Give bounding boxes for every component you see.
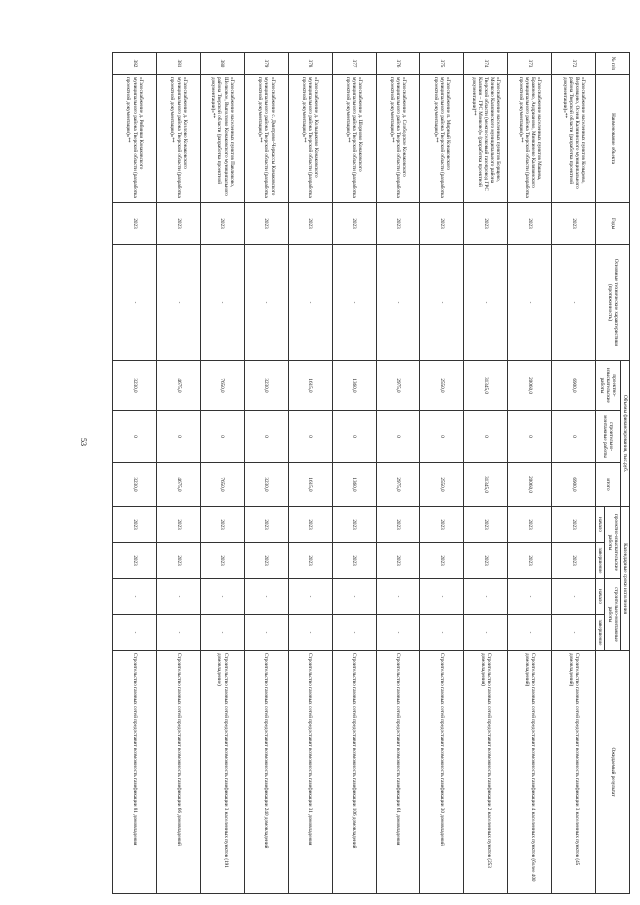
object-name: «Газоснабжение д. Кольцыково Конаковского муниципального района Тверской области (разработка проектной документации)»** bbox=[288, 75, 332, 203]
expected-result: Строительство газовых сетей предоставит возможность газификации 240 домовладений bbox=[244, 651, 288, 894]
expected-result: Строительство газовых сетей предоставит возможность газификации 106 домовладений bbox=[332, 651, 376, 894]
row-specs: - bbox=[288, 245, 332, 361]
row-num: 377 bbox=[332, 53, 376, 75]
header-construct-end: завершение bbox=[596, 615, 605, 651]
funding-construct: 0 bbox=[288, 411, 332, 463]
header-result: Ожидаемый результат bbox=[596, 651, 630, 894]
row-specs: - bbox=[332, 245, 376, 361]
construct-end: - bbox=[332, 615, 376, 651]
header-dates-construct: строительно-монтажные работы bbox=[605, 579, 620, 651]
investment-table bbox=[112, 52, 630, 894]
table-body bbox=[113, 53, 596, 894]
row-num: 382 bbox=[113, 53, 157, 75]
design-start: 2023 bbox=[552, 507, 596, 543]
funding-total: 6900,0 bbox=[552, 463, 596, 507]
object-name: «Газоснабжение д. Козлово Конаковского муниципального района Тверской области (разработка проектной документации)»** bbox=[156, 75, 200, 203]
construct-end: - bbox=[508, 615, 552, 651]
funding-design: 1615,0 bbox=[288, 361, 332, 411]
design-end: 2023 bbox=[244, 543, 288, 579]
design-end: 2023 bbox=[376, 543, 420, 579]
construct-start: - bbox=[288, 579, 332, 615]
header-name: Наименование объекта bbox=[596, 75, 630, 203]
row-year: 2023 bbox=[420, 203, 464, 245]
funding-design: 7650,0 bbox=[200, 361, 244, 411]
construct-start: - bbox=[508, 579, 552, 615]
design-start: 2023 bbox=[156, 507, 200, 543]
design-end: 2023 bbox=[552, 543, 596, 579]
table-row bbox=[332, 53, 376, 894]
design-start: 2023 bbox=[113, 507, 157, 543]
construct-end: - bbox=[376, 615, 420, 651]
row-specs: - bbox=[244, 245, 288, 361]
design-end: 2023 bbox=[156, 543, 200, 579]
row-year: 2023 bbox=[552, 203, 596, 245]
table-row bbox=[156, 53, 200, 894]
construct-start: - bbox=[464, 579, 508, 615]
table-row bbox=[113, 53, 157, 894]
header-funding-design: проектно-изыскательские работы bbox=[596, 361, 621, 411]
construct-end: - bbox=[244, 615, 288, 651]
design-end: 2023 bbox=[420, 543, 464, 579]
design-start: 2023 bbox=[288, 507, 332, 543]
design-start: 2023 bbox=[420, 507, 464, 543]
header-funding-total: итого bbox=[596, 463, 621, 507]
construct-start: - bbox=[200, 579, 244, 615]
header-dates: Календарные сроки исполнения bbox=[620, 507, 629, 651]
object-name: «Газоснабжение д. Шорново Конаковского муниципального района Тверской области (разработка проектной документации)»** bbox=[332, 75, 376, 203]
object-name: «Газоснабжение д. Слободское Конаковского муниципального района Тверской области (разработка проектной документации)»** bbox=[376, 75, 420, 203]
construct-start: - bbox=[332, 579, 376, 615]
funding-construct: 0 bbox=[420, 411, 464, 463]
design-end: 2023 bbox=[288, 543, 332, 579]
row-num: 376 bbox=[376, 53, 420, 75]
design-start: 2023 bbox=[464, 507, 508, 543]
funding-construct: 0 bbox=[156, 411, 200, 463]
expected-result: Строительство газовых сетей предоставит возможность газификации 4 населенных пунктов (более 400 домовладений) bbox=[508, 651, 552, 894]
funding-design: 2550,0 bbox=[420, 361, 464, 411]
row-year: 2023 bbox=[244, 203, 288, 245]
funding-total: 7650,0 bbox=[200, 463, 244, 507]
design-end: 2023 bbox=[332, 543, 376, 579]
row-specs: - bbox=[420, 245, 464, 361]
expected-result: Строительство газовых сетей предоставит возможность газификации 2 населенных пунктов (253 домовладения) bbox=[464, 651, 508, 894]
construct-end: - bbox=[552, 615, 596, 651]
object-name: «Газоснабжение населенных пунктов Козырево, Верховцево, Осеня Калязинского муниципального района Тверской области (разработка проектной документации)»** bbox=[552, 75, 596, 203]
row-year: 2023 bbox=[508, 203, 552, 245]
funding-construct: 0 bbox=[464, 411, 508, 463]
design-start: 2023 bbox=[376, 507, 420, 543]
row-num: 380 bbox=[200, 53, 244, 75]
funding-design: 31345,0 bbox=[464, 361, 508, 411]
construct-start: - bbox=[552, 579, 596, 615]
funding-total: 20060,0 bbox=[508, 463, 552, 507]
funding-total: 1360,0 bbox=[332, 463, 376, 507]
construct-start: - bbox=[376, 579, 420, 615]
design-end: 2023 bbox=[464, 543, 508, 579]
row-specs: - bbox=[376, 245, 420, 361]
expected-result: Строительство газовых сетей предоставит возможность газификации 81 домовладения bbox=[113, 651, 157, 894]
funding-construct: 0 bbox=[200, 411, 244, 463]
expected-result: Строительство газовых сетей предоставит возможность газификации 30 домовладений bbox=[420, 651, 464, 894]
construct-start: - bbox=[113, 579, 157, 615]
funding-total: 2975,0 bbox=[376, 463, 420, 507]
funding-design: 20060,0 bbox=[508, 361, 552, 411]
row-specs: - bbox=[552, 245, 596, 361]
funding-design: 1360,0 bbox=[332, 361, 376, 411]
row-year: 2023 bbox=[156, 203, 200, 245]
funding-construct: 0 bbox=[508, 411, 552, 463]
construct-end: - bbox=[156, 615, 200, 651]
funding-construct: 0 bbox=[244, 411, 288, 463]
table-row bbox=[420, 53, 464, 894]
funding-total: 4675,0 bbox=[156, 463, 200, 507]
funding-total: 31345,0 bbox=[464, 463, 508, 507]
table-row bbox=[200, 53, 244, 894]
object-name: «Газоснабжение населенных пунктов Павлюково, Шелковое, Выползово Конаковского муниципального района Тверской области (разработка проектной документации)»** bbox=[200, 75, 244, 203]
header-design-end: завершение bbox=[596, 543, 605, 579]
row-specs: - bbox=[113, 245, 157, 361]
table-row bbox=[376, 53, 420, 894]
expected-result: Строительство газовых сетей предоставит возможность газификации 61 домовладения bbox=[376, 651, 420, 894]
construct-end: - bbox=[200, 615, 244, 651]
row-year: 2023 bbox=[200, 203, 244, 245]
table-row bbox=[552, 53, 596, 894]
funding-design: 6900,0 bbox=[552, 361, 596, 411]
row-specs: - bbox=[464, 245, 508, 361]
expected-result: Строительство газовых сетей предоставит возможность газификации 66 домовладений bbox=[156, 651, 200, 894]
design-start: 2023 bbox=[244, 507, 288, 543]
funding-total: 3230,0 bbox=[113, 463, 157, 507]
funding-total: 2550,0 bbox=[420, 463, 464, 507]
construct-end: - bbox=[420, 615, 464, 651]
row-year: 2023 bbox=[113, 203, 157, 245]
rotated-table-wrapper bbox=[112, 52, 630, 893]
row-num: 373 bbox=[508, 53, 552, 75]
design-start: 2023 bbox=[332, 507, 376, 543]
row-specs: - bbox=[508, 245, 552, 361]
row-year: 2023 bbox=[288, 203, 332, 245]
row-year: 2023 bbox=[464, 203, 508, 245]
object-name: «Газоснабжение населенных пунктов Борщево, Монково Калязинского муниципального района Тверской области (межпоселковый газопровод ГРС Калязин – ГРС Монково)» (разработка проектной документации)** bbox=[464, 75, 508, 203]
expected-result: Строительство газовых сетей предоставит возможность газификации 3 населенных пунктов (191 домовладение) bbox=[200, 651, 244, 894]
header-specs: Основные технические характеристики (протяженность) bbox=[596, 245, 630, 361]
header-year: Годы bbox=[596, 203, 630, 245]
expected-result: Строительство газовых сетей предоставит возможность газификации 31 домовладения bbox=[288, 651, 332, 894]
construct-start: - bbox=[244, 579, 288, 615]
funding-design: 3230,0 bbox=[113, 361, 157, 411]
object-name: «Газоснабжение д. Рябинки Конаковского муниципального района Тверской области (разработка проектной документации)»** bbox=[113, 75, 157, 203]
construct-end: - bbox=[113, 615, 157, 651]
funding-construct: 0 bbox=[552, 411, 596, 463]
expected-result: Строительство газовых сетей предоставит возможность газификации 3 населенных пунктов (45 домовладений) bbox=[552, 651, 596, 894]
row-year: 2023 bbox=[332, 203, 376, 245]
object-name: «Газоснабжение с. Дмитрово-Черкассы Конаковского муниципального района Тверской области (разработка проектной документации)»** bbox=[244, 75, 288, 203]
table-row bbox=[244, 53, 288, 894]
row-num: 374 bbox=[464, 53, 508, 75]
row-year: 2023 bbox=[376, 203, 420, 245]
design-end: 2023 bbox=[508, 543, 552, 579]
row-num: 378 bbox=[288, 53, 332, 75]
header-num: № п/п bbox=[596, 53, 630, 75]
header-funding: Объемы финансирования, тыс.руб. bbox=[620, 361, 629, 507]
header-dates-design: проектно-изыскательские работы bbox=[605, 507, 620, 579]
construct-end: - bbox=[464, 615, 508, 651]
row-num: 372 bbox=[552, 53, 596, 75]
page-number: 53 bbox=[79, 438, 88, 446]
object-name: «Газоснабжение п. Мирный Конаковского муниципального района Тверской области (разработка проектной документации)»** bbox=[420, 75, 464, 203]
table-row bbox=[464, 53, 508, 894]
table-row bbox=[288, 53, 332, 894]
construct-start: - bbox=[420, 579, 464, 615]
funding-construct: 0 bbox=[113, 411, 157, 463]
header-design-start: начало bbox=[596, 507, 605, 543]
construct-end: - bbox=[288, 615, 332, 651]
funding-construct: 0 bbox=[332, 411, 376, 463]
header-construct-start: начало bbox=[596, 579, 605, 615]
design-end: 2023 bbox=[113, 543, 157, 579]
header-funding-construct: строительно-монтажные работы bbox=[596, 411, 621, 463]
construct-start: - bbox=[156, 579, 200, 615]
funding-design: 2975,0 bbox=[376, 361, 420, 411]
funding-design: 3230,0 bbox=[244, 361, 288, 411]
funding-total: 1615,0 bbox=[288, 463, 332, 507]
design-start: 2023 bbox=[200, 507, 244, 543]
design-start: 2023 bbox=[508, 507, 552, 543]
row-specs: - bbox=[200, 245, 244, 361]
row-num: 381 bbox=[156, 53, 200, 75]
table-row bbox=[508, 53, 552, 894]
funding-design: 4675,0 bbox=[156, 361, 200, 411]
row-num: 375 bbox=[420, 53, 464, 75]
object-name: «Газоснабжение населенных пунктов Машева, Бражнево, Андрианово, Минкинево Калязинского муниципального района Тверской области (разработка проектной документации)»** bbox=[508, 75, 552, 203]
funding-construct: 0 bbox=[376, 411, 420, 463]
funding-total: 3230,0 bbox=[244, 463, 288, 507]
row-num: 379 bbox=[244, 53, 288, 75]
row-specs: - bbox=[156, 245, 200, 361]
design-end: 2023 bbox=[200, 543, 244, 579]
